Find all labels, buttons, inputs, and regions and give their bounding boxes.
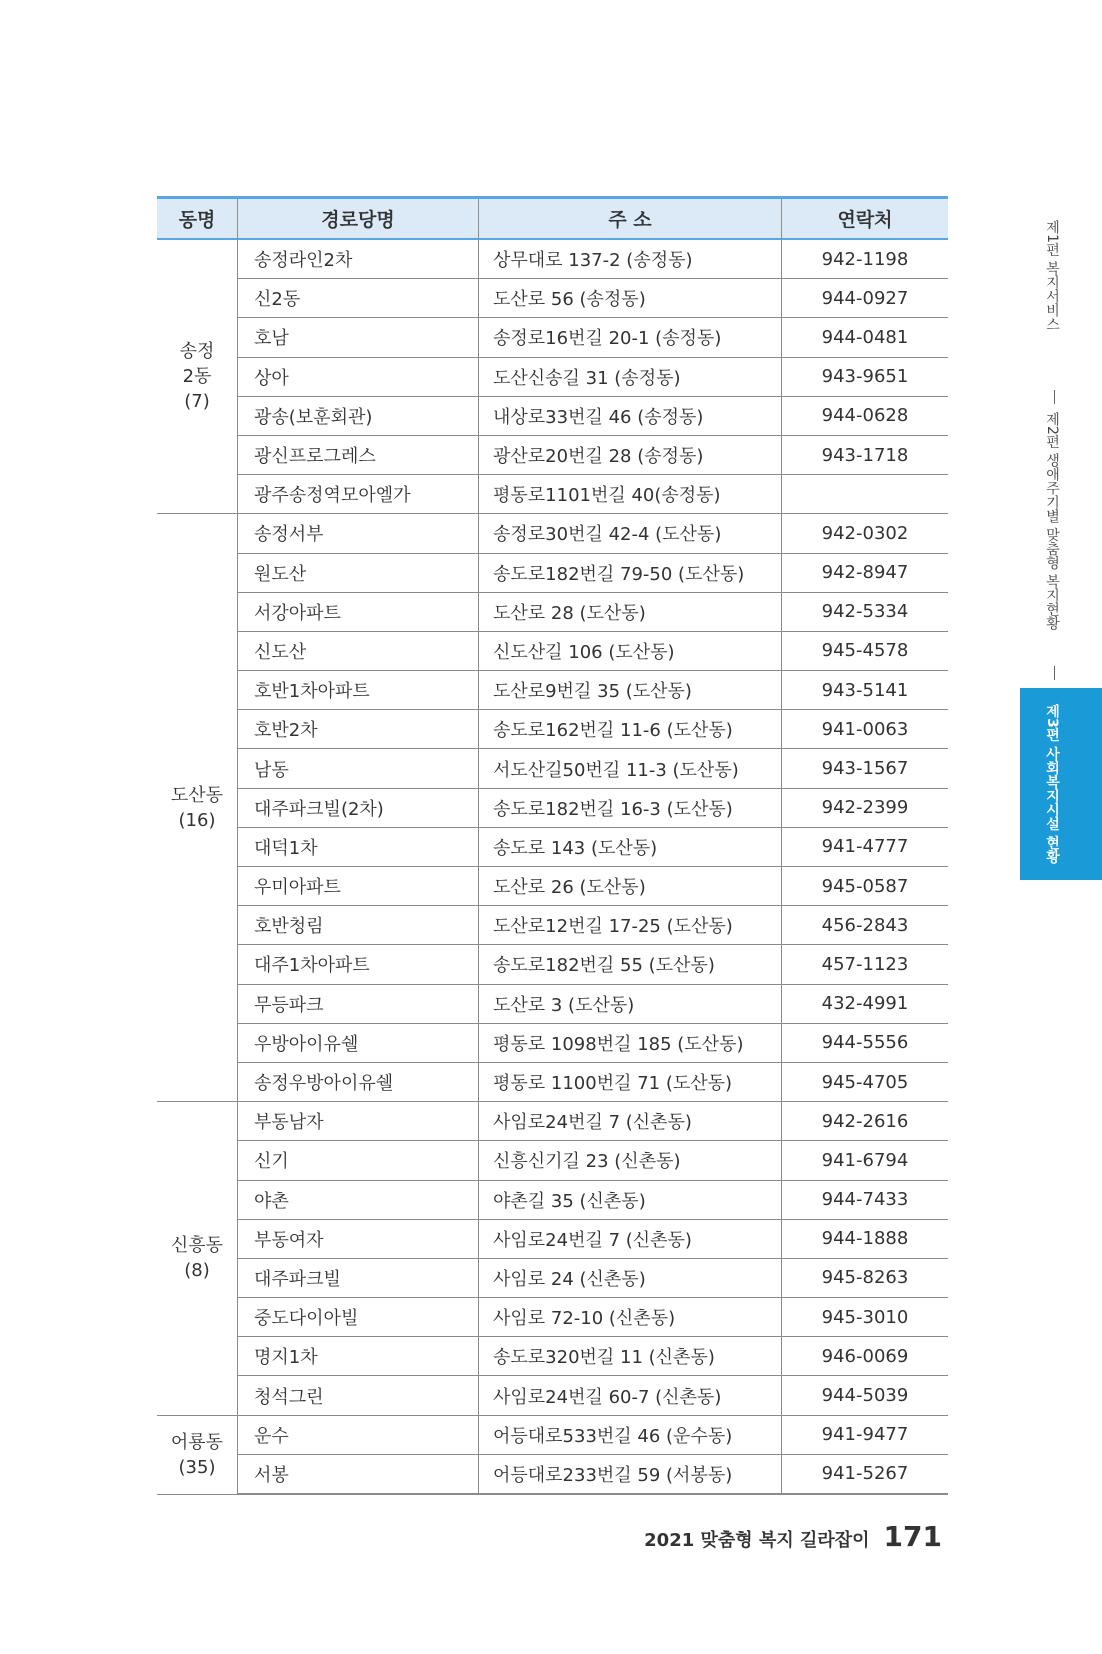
phone-cell: 943-1567 bbox=[782, 749, 949, 788]
address-cell: 사임로 24 (신촌동) bbox=[479, 1258, 782, 1297]
center-name-cell: 송정서부 bbox=[238, 514, 479, 553]
center-name-cell: 명지1차 bbox=[238, 1337, 479, 1376]
address-cell: 신도산길 106 (도산동) bbox=[479, 631, 782, 670]
phone-cell: 945-4705 bbox=[782, 1062, 949, 1101]
sidebar-part3-label: 제3편 사회복지시설 현황 bbox=[1044, 704, 1060, 864]
center-name-cell: 부동남자 bbox=[238, 1102, 479, 1141]
center-name-cell: 광주송정역모아엘가 bbox=[238, 475, 479, 514]
table-row bbox=[157, 357, 948, 396]
table-header bbox=[157, 198, 948, 240]
address-cell: 평동로 1098번길 185 (도산동) bbox=[479, 1023, 782, 1062]
address-cell: 사임로24번길 7 (신촌동) bbox=[479, 1102, 782, 1141]
center-name-cell: 신기 bbox=[238, 1141, 479, 1180]
header-dong: 동명 bbox=[157, 198, 238, 240]
address-cell: 도산신송길 31 (송정동) bbox=[479, 357, 782, 396]
center-name-cell: 대주파크빌(2차) bbox=[238, 788, 479, 827]
sidebar-separator bbox=[1054, 666, 1055, 680]
address-cell: 도산로9번길 35 (도산동) bbox=[479, 671, 782, 710]
center-name-cell: 호반청림 bbox=[238, 906, 479, 945]
table-row bbox=[157, 1298, 948, 1337]
address-cell: 도산로12번길 17-25 (도산동) bbox=[479, 906, 782, 945]
sidebar-part2[interactable]: 제2편 생애주기별 맞춤형 복지현황 bbox=[1044, 412, 1060, 631]
header-row bbox=[157, 198, 948, 240]
table-row bbox=[157, 318, 948, 357]
table-row bbox=[157, 1023, 948, 1062]
phone-cell: 941-0063 bbox=[782, 710, 949, 749]
center-name-cell: 서강아파트 bbox=[238, 592, 479, 631]
address-cell: 광산로20번길 28 (송정동) bbox=[479, 435, 782, 474]
table-row bbox=[157, 906, 948, 945]
sidebar-separator bbox=[1054, 390, 1055, 404]
phone-cell: 945-4578 bbox=[782, 631, 949, 670]
center-name-cell: 서봉 bbox=[238, 1454, 479, 1494]
address-cell: 송도로320번길 11 (신촌동) bbox=[479, 1337, 782, 1376]
table-row bbox=[157, 827, 948, 866]
phone-cell: 944-0628 bbox=[782, 396, 949, 435]
table-row bbox=[157, 475, 948, 514]
center-name-cell: 야촌 bbox=[238, 1180, 479, 1219]
phone-cell: 942-8947 bbox=[782, 553, 949, 592]
address-cell: 도산로 28 (도산동) bbox=[479, 592, 782, 631]
address-cell: 송도로182번길 79-50 (도산동) bbox=[479, 553, 782, 592]
center-name-cell: 송정라인2차 bbox=[238, 239, 479, 279]
table-row bbox=[157, 1415, 948, 1454]
address-cell: 서도산길50번길 11-3 (도산동) bbox=[479, 749, 782, 788]
table-row bbox=[157, 945, 948, 984]
table-row bbox=[157, 788, 948, 827]
table-row bbox=[157, 1219, 948, 1258]
center-name-cell: 청석그린 bbox=[238, 1376, 479, 1415]
phone-cell: 942-2616 bbox=[782, 1102, 949, 1141]
center-name-cell: 상아 bbox=[238, 357, 479, 396]
address-cell: 송도로182번길 55 (도산동) bbox=[479, 945, 782, 984]
table-row bbox=[157, 435, 948, 474]
table-row bbox=[157, 1454, 948, 1494]
header-phone: 연락처 bbox=[782, 198, 949, 240]
table-row bbox=[157, 867, 948, 906]
dong-cell: 신흥동 (8) bbox=[157, 1102, 238, 1416]
table-row bbox=[157, 279, 948, 318]
table-row bbox=[157, 671, 948, 710]
book-title: 2021 맞춤형 복지 길라잡이 bbox=[644, 1530, 870, 1551]
address-cell: 송도로162번길 11-6 (도산동) bbox=[479, 710, 782, 749]
table-row bbox=[157, 1180, 948, 1219]
table-row bbox=[157, 1141, 948, 1180]
address-cell: 사임로24번길 7 (신촌동) bbox=[479, 1219, 782, 1258]
table-row bbox=[157, 984, 948, 1023]
sidebar-part1[interactable]: 제1편 복지서비스 bbox=[1044, 220, 1060, 332]
address-cell: 상무대로 137-2 (송정동) bbox=[479, 239, 782, 279]
header-address: 주 소 bbox=[479, 198, 782, 240]
sidebar-part3-active-tab[interactable] bbox=[1020, 688, 1102, 880]
center-name-cell: 부동여자 bbox=[238, 1219, 479, 1258]
phone-cell: 942-5334 bbox=[782, 592, 949, 631]
table-row bbox=[157, 396, 948, 435]
phone-cell: 941-6794 bbox=[782, 1141, 949, 1180]
phone-cell: 944-0481 bbox=[782, 318, 949, 357]
address-cell: 어등대로533번길 46 (운수동) bbox=[479, 1415, 782, 1454]
dong-cell: 도산동 (16) bbox=[157, 514, 238, 1102]
address-cell: 송정로16번길 20-1 (송정동) bbox=[479, 318, 782, 357]
phone-cell: 941-4777 bbox=[782, 827, 949, 866]
phone-cell: 943-1718 bbox=[782, 435, 949, 474]
address-cell: 어등대로233번길 59 (서봉동) bbox=[479, 1454, 782, 1494]
address-cell: 신흥신기길 23 (신촌동) bbox=[479, 1141, 782, 1180]
table-row bbox=[157, 710, 948, 749]
phone-cell: 944-5556 bbox=[782, 1023, 949, 1062]
phone-cell bbox=[782, 475, 949, 514]
table-row bbox=[157, 1337, 948, 1376]
table-row bbox=[157, 749, 948, 788]
address-cell: 도산로 3 (도산동) bbox=[479, 984, 782, 1023]
phone-cell: 944-7433 bbox=[782, 1180, 949, 1219]
center-name-cell: 우방아이유쉘 bbox=[238, 1023, 479, 1062]
phone-cell: 944-0927 bbox=[782, 279, 949, 318]
table-row bbox=[157, 1102, 948, 1141]
table-row bbox=[157, 592, 948, 631]
table-body bbox=[157, 239, 948, 1494]
address-cell: 평동로 1100번길 71 (도산동) bbox=[479, 1062, 782, 1101]
table-row bbox=[157, 1258, 948, 1297]
phone-cell: 946-0069 bbox=[782, 1337, 949, 1376]
header-center-name: 경로당명 bbox=[238, 198, 479, 240]
center-name-cell: 신2동 bbox=[238, 279, 479, 318]
center-name-cell: 무등파크 bbox=[238, 984, 479, 1023]
dong-cell: 어룡동 (35) bbox=[157, 1415, 238, 1494]
center-name-cell: 남동 bbox=[238, 749, 479, 788]
center-name-cell: 원도산 bbox=[238, 553, 479, 592]
page-footer bbox=[644, 1520, 942, 1553]
center-name-cell: 운수 bbox=[238, 1415, 479, 1454]
phone-cell: 942-0302 bbox=[782, 514, 949, 553]
center-name-cell: 광신프로그레스 bbox=[238, 435, 479, 474]
address-cell: 도산로 56 (송정동) bbox=[479, 279, 782, 318]
table-row bbox=[157, 1062, 948, 1101]
center-name-cell: 광송(보훈회관) bbox=[238, 396, 479, 435]
phone-cell: 945-0587 bbox=[782, 867, 949, 906]
page-number: 171 bbox=[883, 1520, 942, 1553]
center-name-cell: 우미아파트 bbox=[238, 867, 479, 906]
phone-cell: 432-4991 bbox=[782, 984, 949, 1023]
senior-center-table bbox=[157, 196, 948, 1495]
address-cell: 사임로24번길 60-7 (신촌동) bbox=[479, 1376, 782, 1415]
phone-cell: 457-1123 bbox=[782, 945, 949, 984]
table-row bbox=[157, 553, 948, 592]
table-row bbox=[157, 239, 948, 279]
phone-cell: 945-8263 bbox=[782, 1258, 949, 1297]
center-name-cell: 호반2차 bbox=[238, 710, 479, 749]
address-cell: 내상로33번길 46 (송정동) bbox=[479, 396, 782, 435]
center-name-cell: 신도산 bbox=[238, 631, 479, 670]
phone-cell: 943-9651 bbox=[782, 357, 949, 396]
phone-cell: 941-5267 bbox=[782, 1454, 949, 1494]
phone-cell: 941-9477 bbox=[782, 1415, 949, 1454]
address-cell: 송도로 143 (도산동) bbox=[479, 827, 782, 866]
address-cell: 야촌길 35 (신촌동) bbox=[479, 1180, 782, 1219]
phone-cell: 942-2399 bbox=[782, 788, 949, 827]
phone-cell: 942-1198 bbox=[782, 239, 949, 279]
phone-cell: 456-2843 bbox=[782, 906, 949, 945]
phone-cell: 944-1888 bbox=[782, 1219, 949, 1258]
dong-cell: 송정 2동 (7) bbox=[157, 239, 238, 514]
address-cell: 사임로 72-10 (신촌동) bbox=[479, 1298, 782, 1337]
phone-cell: 944-5039 bbox=[782, 1376, 949, 1415]
center-name-cell: 대덕1차 bbox=[238, 827, 479, 866]
center-name-cell: 중도다이아빌 bbox=[238, 1298, 479, 1337]
center-name-cell: 대주1차아파트 bbox=[238, 945, 479, 984]
center-name-cell: 대주파크빌 bbox=[238, 1258, 479, 1297]
center-name-cell: 송정우방아이유쉘 bbox=[238, 1062, 479, 1101]
address-cell: 송정로30번길 42-4 (도산동) bbox=[479, 514, 782, 553]
address-cell: 도산로 26 (도산동) bbox=[479, 867, 782, 906]
chapter-sidebar bbox=[1020, 220, 1102, 880]
center-name-cell: 호반1차아파트 bbox=[238, 671, 479, 710]
phone-cell: 943-5141 bbox=[782, 671, 949, 710]
facility-table-container bbox=[157, 196, 945, 1495]
center-name-cell: 호남 bbox=[238, 318, 479, 357]
table-row bbox=[157, 631, 948, 670]
phone-cell: 945-3010 bbox=[782, 1298, 949, 1337]
table-row bbox=[157, 1376, 948, 1415]
table-row bbox=[157, 514, 948, 553]
address-cell: 송도로182번길 16-3 (도산동) bbox=[479, 788, 782, 827]
address-cell: 평동로1101번길 40(송정동) bbox=[479, 475, 782, 514]
